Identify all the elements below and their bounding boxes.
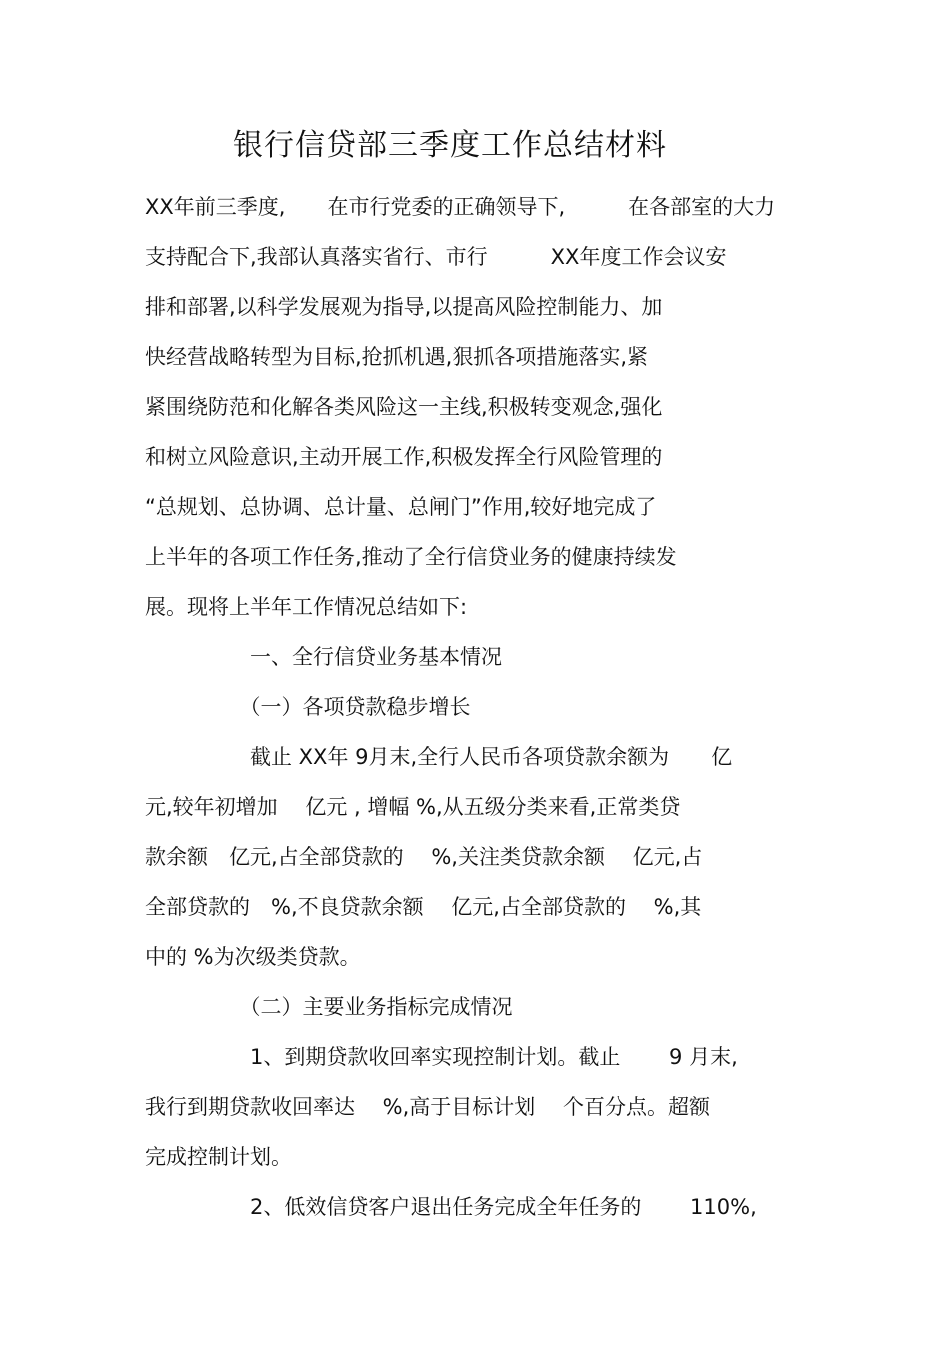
document-title: 银行信贷部三季度工作总结材料 bbox=[233, 128, 667, 163]
paragraph-line: XX年前三季度, 在市行党委的正确领导下, 在各部室的大力 bbox=[145, 195, 776, 219]
paragraph-line: 款余额 亿元,占全部贷款的 %,关注类贷款余额 亿元,占 bbox=[145, 845, 703, 869]
paragraph-line: 和树立风险意识,主动开展工作,积极发挥全行风险管理的 bbox=[145, 445, 663, 469]
paragraph-line: 1、到期贷款收回率实现控制计划。截止 9 月末, bbox=[145, 1045, 738, 1069]
paragraph-line: 支持配合下,我部认真落实省行、市行 XX年度工作会议安 bbox=[145, 245, 727, 269]
paragraph-line: 快经营战略转型为目标,抢抓机遇,狠抓各项措施落实,紧 bbox=[145, 345, 649, 369]
paragraph-line: 2、低效信贷客户退出任务完成全年任务的 110%, bbox=[145, 1195, 757, 1219]
paragraph-line: 截止 XX年 9月末,全行人民币各项贷款余额为 亿 bbox=[145, 745, 733, 769]
paragraph-line: 上半年的各项工作任务,推动了全行信贷业务的健康持续发 bbox=[145, 545, 677, 569]
paragraph-line: 全部贷款的 %,不良贷款余额 亿元,占全部贷款的 %,其 bbox=[145, 895, 702, 919]
paragraph-line: “总规划、总协调、总计量、总闸门”作用,较好地完成了 bbox=[145, 495, 657, 519]
subsection-heading: （二）主要业务指标完成情况 bbox=[145, 995, 513, 1019]
paragraph-line: 展。现将上半年工作情况总结如下: bbox=[145, 595, 468, 619]
paragraph-line: 排和部署,以科学发展观为指导,以提高风险控制能力、加 bbox=[145, 295, 663, 319]
paragraph-line: 紧围绕防范和化解各类风险这一主线,积极转变观念,强化 bbox=[145, 395, 663, 419]
paragraph-line: 我行到期贷款收回率达 %,高于目标计划 个百分点。超额 bbox=[145, 1095, 710, 1119]
paragraph-line: 元,较年初增加 亿元 , 增幅 %,从五级分类来看,正常类贷 bbox=[145, 795, 681, 819]
paragraph-line: 完成控制计划。 bbox=[145, 1145, 292, 1169]
section-heading: 一、全行信贷业务基本情况 bbox=[145, 645, 502, 669]
subsection-heading: （一）各项贷款稳步增长 bbox=[145, 695, 471, 719]
paragraph-line: 中的 %为次级类贷款。 bbox=[145, 945, 361, 969]
